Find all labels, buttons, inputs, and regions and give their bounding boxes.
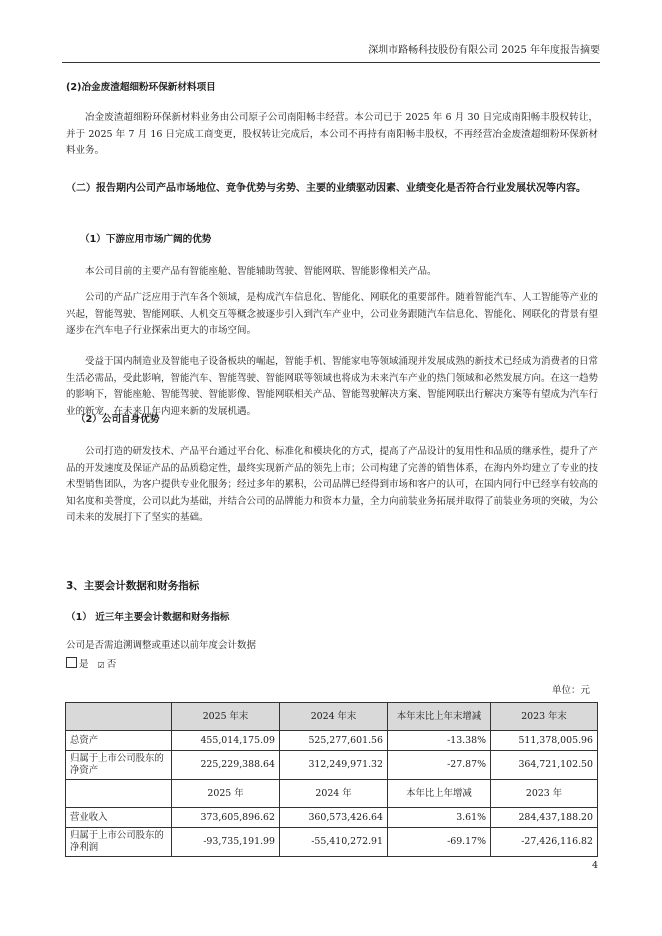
option-no-label: 否	[106, 659, 117, 670]
paragraph-main-products: 本公司目前的主要产品有智能座舱、智能辅助驾驶、智能网联、智能影像相关产品。	[85, 266, 437, 277]
sub-heading-downstream-market: （1）下游应用市场广阔的优势	[80, 234, 212, 245]
page-number: 4	[591, 860, 598, 871]
restatement-question: 公司是否需追溯调整或重述以前年度会计数据	[66, 640, 257, 651]
table-header-cell: 2024 年末	[280, 703, 388, 731]
page-header: 深圳市路畅科技股份有限公司 2025 年年度报告摘要	[62, 44, 600, 63]
table-cell: -27,426,116.82	[491, 828, 598, 857]
table-row	[66, 828, 598, 857]
table-header-cell: 2025 年末	[172, 703, 280, 731]
financial-data-table	[65, 702, 598, 857]
paragraph-slag-project: 冶金废渣超细粉环保新材料业务由公司原子公司南阳畅丰经营。本公司已于 2025 年 6 月 30 日完成南阳畅丰股权转让，并于 2025 年 7 月 16 日完成工商变更，股权转让完成后，本公司不再持有南阳畅丰股权，不再经营冶金废渣超细粉环保新材料业务。	[66, 112, 598, 156]
row-label: 营业收入	[66, 808, 172, 828]
table-cell: -55,410,272.91	[280, 828, 388, 857]
table-cell: -69.17%	[388, 828, 491, 857]
section-heading-market-position: （二）报告期内公司产品市场地位、竞争优势与劣势、主要的业绩驱动因素、业绩变化是否符合行业发展状况等内容。	[66, 183, 586, 194]
paragraph-industry-trend: 受益于国内制造业及智能电子设备板块的崛起，智能手机、智能家电等领域涌现并发展成熟的新技术已经成为消费者的日常生活必需品，受此影响，智能汽车、智能驾驶、智能网联等领域也将成为未来汽车产业的热门领域和必然发展方向。在这一趋势的影响下，智能座舱、智能驾驶、智能影像、智能网联相关产品、智能驾驶解决方案、智能网联出行解决方案等有望成为汽车行业的新宠，在未来几年内迎来新的发展机遇。	[66, 356, 599, 417]
table-cell: 360,573,426.64	[280, 808, 388, 828]
checkbox-no-checked-icon: ☑	[97, 661, 105, 670]
table-cell: -93,735,191.99	[172, 828, 280, 857]
table-header-row	[66, 703, 598, 731]
table-header-cell: 2023 年末	[491, 703, 598, 731]
table-cell: 511,378,005.96	[491, 731, 598, 751]
table-cell: 525,277,601.56	[280, 731, 388, 751]
sub-heading-company-advantage: （2）公司自身优势	[76, 414, 160, 425]
checkbox-yes-icon	[66, 657, 77, 668]
table-subheader-row	[66, 780, 598, 808]
sub-heading-three-year-data: （1） 近三年主要会计数据和财务指标	[66, 612, 230, 623]
table-header-cell: 2024 年	[280, 780, 388, 808]
paragraph-product-application: 公司的产品广泛应用于汽车各个领域，是构成汽车信息化、智能化、网联化的重要部件。随着智能汽车、人工智能等产业的兴起，智能驾驶、智能网联、人机交互等概念被逐步引入到汽车产业中，公司业务跟随汽车信息化、智能化、网联化的背景有望逐步在汽车电子行业探索出更大的市场空间。	[66, 292, 599, 336]
row-label: 总资产	[66, 731, 172, 751]
table-row	[66, 808, 598, 828]
table-cell: 225,229,388.64	[172, 751, 280, 780]
table-cell: 373,605,896.62	[172, 808, 280, 828]
table-header-cell	[66, 780, 172, 808]
paragraph-company-advantage: 公司打造的研发技术、产品平台通过平台化、标准化和模块化的方式，提高了产品设计的复用性和品质的继承性，提升了产品的开发速度及保证产品的品质稳定性，最终实现新产品的领先上市；公司构建了完善的销售体系，在海内外均建立了专业的技术型销售团队，为客户提供专业化服务；经过多年的累积，公司品牌已经得到市场和客户的认可，在国内同行中已经享有较高的知名度和美誉度，公司以此为基础，并结合公司的品牌能力和资本力量，全力向前装业务拓展并取得了前装业务项的突破，为公司未来的发展打下了坚实的基础。	[66, 446, 599, 523]
row-label: 归属于上市公司股东的净资产	[66, 751, 172, 780]
table-row	[66, 751, 598, 780]
table-header-cell: 本年末比上年末增减	[388, 703, 491, 731]
table-row	[66, 731, 598, 751]
table-cell: -27.87%	[388, 751, 491, 780]
table-header-cell: 本年比上年增减	[388, 780, 491, 808]
option-yes-label: 是	[79, 659, 89, 670]
unit-label: 单位：元	[551, 685, 590, 696]
table-cell: 455,014,175.09	[172, 731, 280, 751]
table-cell: 312,249,971.32	[280, 751, 388, 780]
table-cell: -13.38%	[388, 731, 491, 751]
table-cell: 3.61%	[388, 808, 491, 828]
row-label: 归属于上市公司股东的净利润	[66, 828, 172, 857]
table-header-cell: 2025 年	[172, 780, 280, 808]
table-header-cell	[66, 703, 172, 731]
section-heading-slag-project: (2)冶金废渣超细粉环保新材料项目	[66, 82, 216, 93]
table-cell: 364,721,102.50	[491, 751, 598, 780]
restatement-options	[66, 657, 598, 674]
table-cell: 284,437,188.20	[491, 808, 598, 828]
section-heading-financial-data: 3、主要会计数据和财务指标	[66, 580, 200, 592]
table-header-cell: 2023 年	[491, 780, 598, 808]
